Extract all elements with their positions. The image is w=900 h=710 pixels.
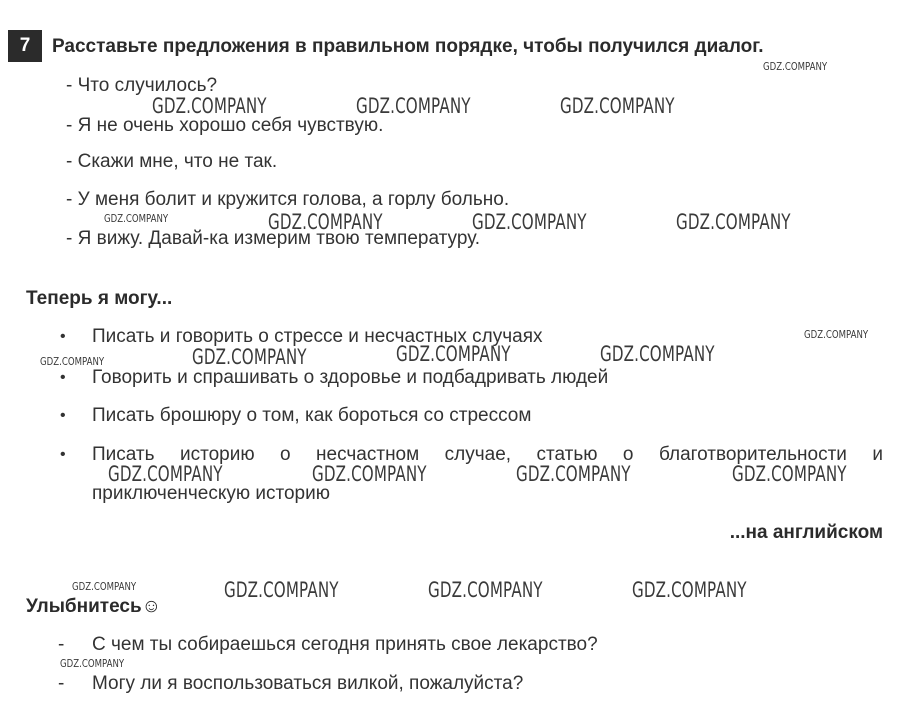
watermark: GDZ.COMPANY — [676, 210, 791, 234]
joke-line: С чем ты собираешься сегодня принять свое лекарство? — [92, 634, 598, 655]
task-number: 7 — [19, 35, 31, 56]
dialogue-line: - Скажи мне, что не так. — [66, 151, 278, 172]
watermark: GDZ.COMPANY — [560, 94, 675, 118]
watermark: GDZ.COMPANY — [396, 342, 511, 366]
bullet-icon: • — [60, 407, 66, 424]
dialogue-line: - Я не очень хорошо себя чувствую. — [66, 115, 384, 136]
watermark: GDZ.COMPANY — [732, 462, 847, 486]
skill-item-continuation: приключенческую историю — [92, 483, 330, 504]
watermark-small: GDZ.COMPANY — [60, 657, 125, 670]
skill-item: Писать и говорить о стрессе и несчастных случаях — [92, 326, 543, 347]
dialogue-line: - Что случилось? — [66, 75, 218, 96]
smile-heading: Улыбнитесь☺ — [26, 596, 162, 617]
watermark: GDZ.COMPANY — [356, 94, 471, 118]
watermark-small: GDZ.COMPANY — [104, 212, 169, 225]
watermark-small: GDZ.COMPANY — [40, 355, 105, 368]
watermark-small: GDZ.COMPANY — [763, 60, 828, 73]
now-i-can-heading: Теперь я могу... — [26, 288, 173, 309]
watermark: GDZ.COMPANY — [516, 462, 631, 486]
watermark: GDZ.COMPANY — [600, 342, 715, 366]
skill-item: Писать историю о несчастном случае, статью о благотворительности и — [92, 444, 883, 465]
watermark-small: GDZ.COMPANY — [72, 580, 137, 593]
watermark-small: GDZ.COMPANY — [804, 328, 869, 341]
bullet-icon: • — [60, 446, 66, 463]
watermark: GDZ.COMPANY — [224, 578, 339, 602]
dash-marker: - — [58, 673, 65, 694]
dialogue-line: - У меня болит и кружится голова, а горлу больно. — [66, 189, 510, 210]
watermark: GDZ.COMPANY — [428, 578, 543, 602]
task-number-badge — [8, 30, 42, 62]
watermark: GDZ.COMPANY — [108, 462, 223, 486]
watermark: GDZ.COMPANY — [268, 210, 383, 234]
dash-marker: - — [58, 634, 65, 655]
dialogue-line: - Я вижу. Давай-ка измерим твою температуру. — [66, 228, 481, 249]
skill-item: Говорить и спрашивать о здоровье и подбадривать людей — [92, 367, 609, 388]
bullet-icon: • — [60, 328, 66, 345]
watermark: GDZ.COMPANY — [472, 210, 587, 234]
watermark: GDZ.COMPANY — [192, 345, 307, 369]
joke-line: Могу ли я воспользоваться вилкой, пожалуйста? — [92, 673, 524, 694]
watermark: GDZ.COMPANY — [152, 94, 267, 118]
bullet-icon: • — [60, 369, 66, 386]
task-instruction: Расставьте предложения в правильном порядке, чтобы получился диалог. — [52, 36, 764, 57]
watermark: GDZ.COMPANY — [632, 578, 747, 602]
skill-item: Писать брошюру о том, как бороться со стрессом — [92, 405, 532, 426]
in-english-label: ...на английском — [729, 522, 883, 543]
watermark: GDZ.COMPANY — [312, 462, 427, 486]
